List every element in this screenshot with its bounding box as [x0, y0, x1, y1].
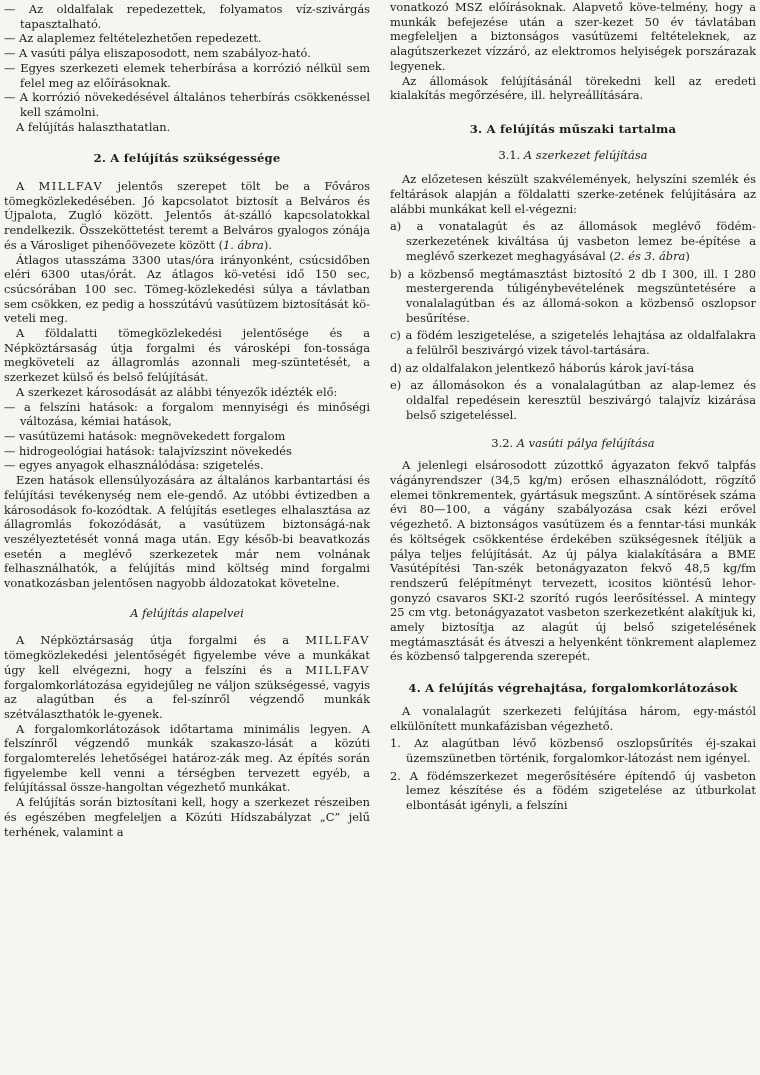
- factor-item: — vasútüzemi hatások: megnövekedett forgalom: [4, 428, 286, 443]
- intro-item: — Az alaplemez feltételezhetően repedezett.: [4, 31, 262, 46]
- subsection-3-2-title: 3.2. A vasúti pálya felújítása: [491, 435, 655, 450]
- paragraph: Átlagos utasszáma 3300 utas/óra irányonként, csúcsidőben eléri 6300 utas/órát. Az átlagos kö-vetési idő 150 sec, csúcsórában 100 sec. Tömeg-közlekedési súlya a távlatban sem csökken, ez pedig a hosszútávú vasútüzem biztosítását kö-veteli meg.: [4, 252, 370, 326]
- intro-conclusion: A felújítás halaszthatatlan.: [16, 119, 171, 134]
- intro-item: — Egyes szerkezeti elemek teherbírása a korrózió nélkül sem felel meg az előírásoknak.: [4, 60, 370, 90]
- factor-item: — hidrogeológiai hatások: talajvízszint növekedés: [4, 443, 292, 458]
- work-item-a: a) a vonatalagút és az állomások meglévő födém-szerkezetének kiváltása új vasbeton lemez be-építése a meglévő szerkezet meghagyásával (2. és 3. ábra): [390, 219, 756, 263]
- section-2-title: 2. A felújítás szükségessége: [93, 151, 281, 166]
- section-3-title: 3. A felújítás műszaki tartalma: [469, 121, 677, 136]
- name-millfav: MILLFAV: [305, 662, 370, 677]
- subsection-3-1-title: 3.1. A szerkezet felújítása: [498, 147, 648, 162]
- paragraph: A Népköztársaság útja forgalmi és a MILLFAV tömegközlekedési jelentőségét figyelembe véve a munkákat úgy kell elvégezni, hogy a felszíni és a MILLFAV forgalomkorlátozása egyidejűleg ne váljon szükségessé, vagyis az alagútban és a fel-színről végzendő munkák szétválaszthatók le-gyenek.: [4, 633, 370, 721]
- figure-ref: 2. és 3. ábra: [613, 248, 686, 263]
- intro-item: — Az oldalfalak repedezettek, folyamatos víz-szivárgás tapasztalható.: [4, 2, 370, 31]
- paragraph: Az előzetesen készült szakvélemények, helyszíni szemlék és feltárások alapján a földalatti szerke-zetének felújítására az alábbi munkákat kell el-végezni:: [390, 172, 756, 216]
- factor-item: — a felszíni hatások: a forgalom mennyiségi és minőségi változása, kémiai hatások,: [4, 399, 370, 429]
- intro-item: — A korrózió növekedésével általános teherbírás csökkenéssel kell számolni.: [4, 90, 370, 119]
- paragraph: A vonalalagút szerkezeti felújítása három, egy-mástól elkülönített munkafázisban végezhető.: [390, 703, 756, 733]
- work-item-b: b) a közbenső megtámasztást biztosító 2 db I 300, ill. I 280 mestergerenda túligénybevételének megszüntetésére a vonalalagútban és az állomá-sokon a közbenső oszlopsor besűrítése.: [390, 266, 756, 325]
- factor-item: — egyes anyagok elhasználódása: szigetelés.: [4, 458, 264, 473]
- figure-ref: 1. ábra: [223, 237, 264, 252]
- work-item-d: d) az oldalfalakon jelentkező háborús károk javí-tása: [390, 360, 695, 375]
- work-item-e: e) az állomásokon és a vonalalagútban az alap-lemez és oldalfal repedésein keresztül beszivárgó talajvíz kizárása belső szigeteléssel.: [390, 378, 756, 422]
- section-4-title: 4. A felújítás végrehajtása, forgalomkorlátozások: [408, 681, 738, 696]
- paragraph: A jelenlegi elsárosodott zúzottkő ágyazaton fekvő talpfás vágányrendszer (34,5 kg/m) erősen elhasználódott, rögzítő elemei tönkrementek, gyártásuk megszűnt. A síntörések száma évi 80—100, a vágány szabályozása csak kézi erővel végezhető. A biztonságos vasútüzem és a fenntar-tási munkák és költségek csökkentése érdekében szükségesnek ítéljük a pálya teljes felújítását. Az új pálya kialakítására a BME Vasútépítési Tan-szék betonágyazaton fekvő 48,5 kg/fm rendszerű felépítményt tervezett, icositos kiöntésű lehor-gonyzó csavaros SKI-2 szorító rugós leerősítéssel. A mintegy 25 cm vtg. betonágyazatot vasbeton szerkezetként alakítjuk ki, amely biztosítja az alagút új belső szigetelésének megtámasztását és átveszi a helyenként tönkrement alaplemez és közbenső talpgerenda szerepét.: [390, 458, 756, 664]
- name-millfav: MILLFAV: [305, 633, 370, 648]
- left-column: [4, 0, 370, 839]
- step-item-2: 2. A födémszerkezet megerősítésére építendő új vasbeton lemez készítése és a födém szigetelése az útburkolat elbontását igényli, a felszíni: [390, 768, 756, 813]
- paragraph: Ezen hatások ellensúlyozására az általános karbantartási és felújítási tevékenység nem ele-gendő. Az utóbbi évtizedben a károsodások fo-kozódtak. A felújítás esetleges elhalasztása az állagromlás fokozódását, a vasútüzem biztonságá-nak veszélyeztetését vonná maga után. Egy későb-bi beavatkozás esetén a meglévő szerkezetek már nem volnának felhasználhatók, a felújítás mind költség mind forgalmi vonatkozásban jelentősen nagyobb áldozatokat követelne.: [4, 473, 370, 591]
- paragraph: Az állomások felújításánál törekedni kell az eredeti kialakítás megőrzésére, ill. helyreállítására.: [390, 73, 756, 103]
- right-column: [390, 0, 756, 813]
- paragraph: A forgalomkorlátozások időtartama minimális legyen. A felszínről végzendő munkák szakaszo-lását a közúti forgalomterelés lehetőségei határoz-zák meg. Az építés során figyelembe kell venni a térségben tervezett egyéb, a felújítással össze-hangoltan végezhető munkákat.: [4, 721, 370, 795]
- name-millfav: MILLFAV: [38, 179, 104, 194]
- subsection-title: A felújítás alapelvei: [130, 605, 244, 620]
- paragraph: A földalatti tömegközlekedési jelentősége és a Népköztársaság útja forgalmi és városképi fon-tossága megköveteli az állagromlás azonnali meg-szüntetését, a szerkezet külső és belső felújítását.: [4, 326, 370, 385]
- intro-item: — A vasúti pálya eliszaposodott, nem szabályoz-ható.: [4, 46, 311, 61]
- paragraph: A szerkezet károsodását az alábbi tényezők idézték elő:: [16, 384, 338, 399]
- paragraph: vonatkozó MSZ előírásoknak. Alapvető köve-telmény, hogy a munkák befejezése után a szer-kezet 50 év távlatában megfeleljen a biztonságos vasútüzemi feltételeknek, az alagútszerkezet vízzáró, az elektromos helyiségek porszárazak legyenek.: [390, 0, 756, 73]
- step-item-1: 1. Az alagútban lévő közbenső oszlopsűrítés éj-szakai üzemszünetben történik, forgalomkor-látozást nem igényel.: [390, 736, 756, 765]
- work-item-c: c) a födém leszigetelése, a szigetelés lehajtása az oldalfalakra a felülről beszivárgó vizek távol-tartására.: [390, 328, 756, 358]
- paragraph: A MILLFAV jelentős szerepet tölt be a Főváros tömegközlekedésében. Jó kapcsolatot biztosít a Belváros és Újpalota, Zugló között. Jelentős át-szálló kapcsolatokkal rendelkezik. Összeköttetést teremt a Belváros gyalogos zónája és a Városliget pihenőövezete között (1. ábra).: [4, 179, 370, 252]
- paragraph: A felújítás során biztosítani kell, hogy a szerkezet részeiben és egészében megfeleljen a Közúti Hídszabályzat „C” jelű terhének, valamint a: [4, 795, 370, 839]
